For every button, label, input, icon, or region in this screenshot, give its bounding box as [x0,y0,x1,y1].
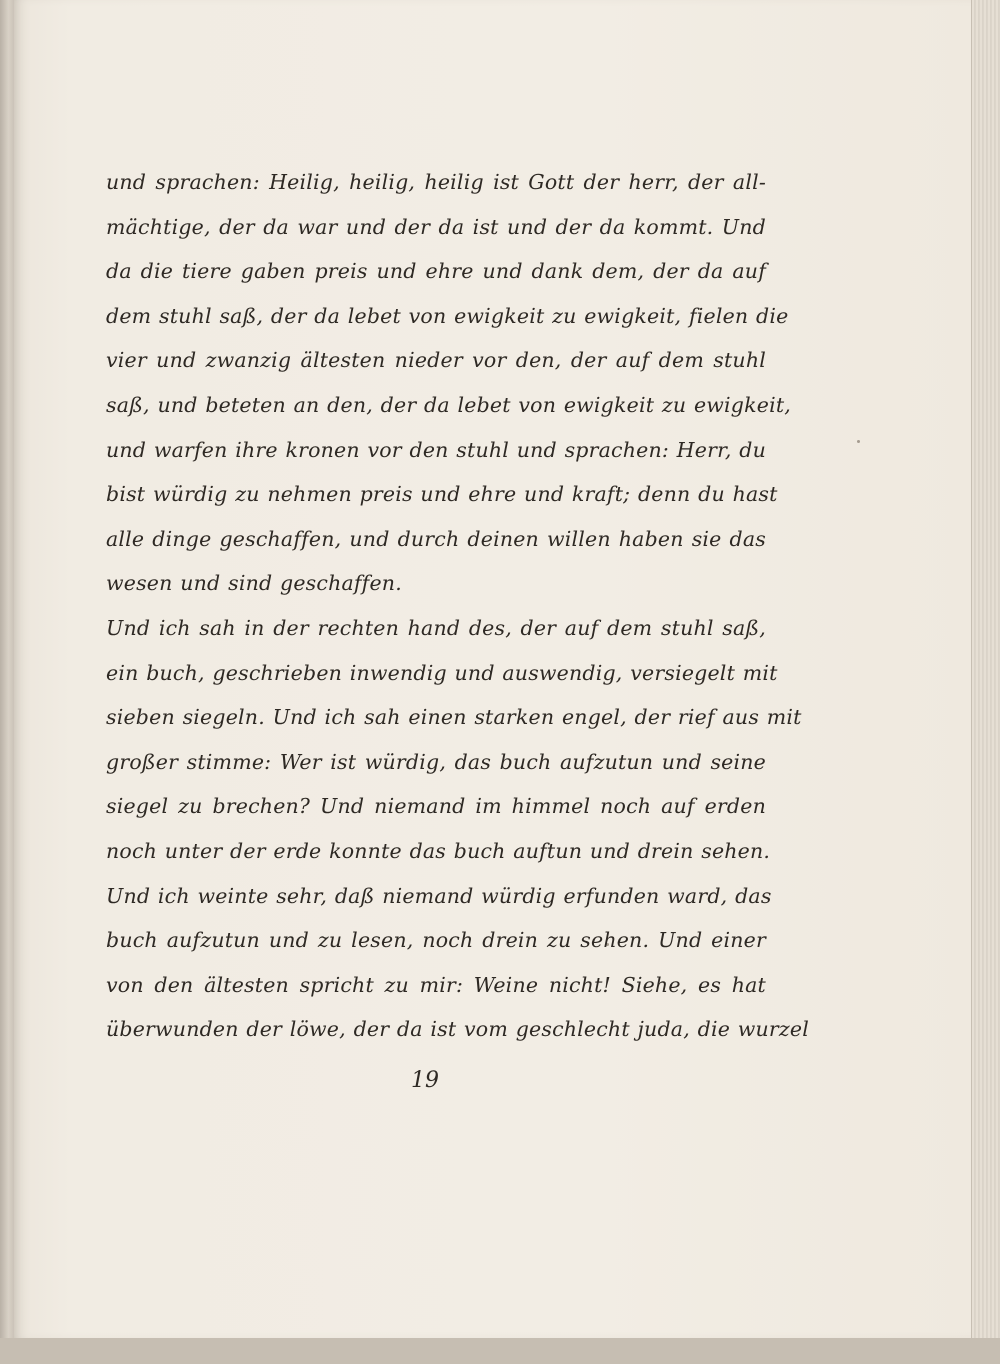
text-line: großer stimme: Wer ist würdig, das buch aufzutun und seine [106,749,766,774]
scan-background [0,1338,1000,1364]
facing-page-edge [0,0,15,1364]
text-line: und warfen ihre kronen vor den stuhl und sprachen: Herr, du [106,437,766,462]
text-line: und sprachen: Heilig, heilig, heilig ist Gott der herr, der all- [106,170,766,194]
text-line: vier und zwanzig ältesten nieder vor den, der auf dem stuhl [106,348,766,373]
text-line: bist würdig zu nehmen preis und ehre und kraft; denn du hast [106,482,778,507]
page-stack-edge [971,0,1000,1364]
text-line: von den ältesten spricht zu mir: Weine nicht! Siehe, es hat [106,972,766,997]
body-text [106,160,809,1052]
text-line: saß, und beteten an den, der da lebet von ewigkeit zu ewigkeit, [106,392,791,417]
text-line: siegel zu brechen? Und niemand im himmel noch auf erden [106,794,766,819]
text-line: mächtige, der da war und der da ist und der da kommt. Und [106,214,766,239]
text-line: buch aufzutun und zu lesen, noch drein zu sehen. Und einer [106,928,766,953]
page-number: 19 [411,1068,439,1093]
text-line: dem stuhl saß, der da lebet von ewigkeit zu ewigkeit, fielen die [106,303,789,328]
text-line: Und ich sah in der rechten hand des, der auf dem stuhl saß, [106,615,766,640]
text-line: Und ich weinte sehr, daß niemand würdig erfunden ward, das [106,883,772,908]
text-line: da die tiere gaben preis und ehre und dank dem, der da auf [106,259,766,284]
text-line: alle dinge geschaffen, und durch deinen willen haben sie das [106,526,766,551]
text-line: überwunden der löwe, der da ist vom geschlecht juda, die wurzel [106,1017,809,1042]
text-line: sieben siegeln. Und ich sah einen starken engel, der rief aus mit [106,705,802,730]
paper-speck [857,440,860,443]
text-line: ein buch, geschrieben inwendig und auswendig, versiegelt mit [106,660,778,685]
text-line: wesen und sind geschaffen. [106,571,402,596]
text-line: noch unter der erde konnte das buch auftun und drein sehen. [106,838,771,863]
